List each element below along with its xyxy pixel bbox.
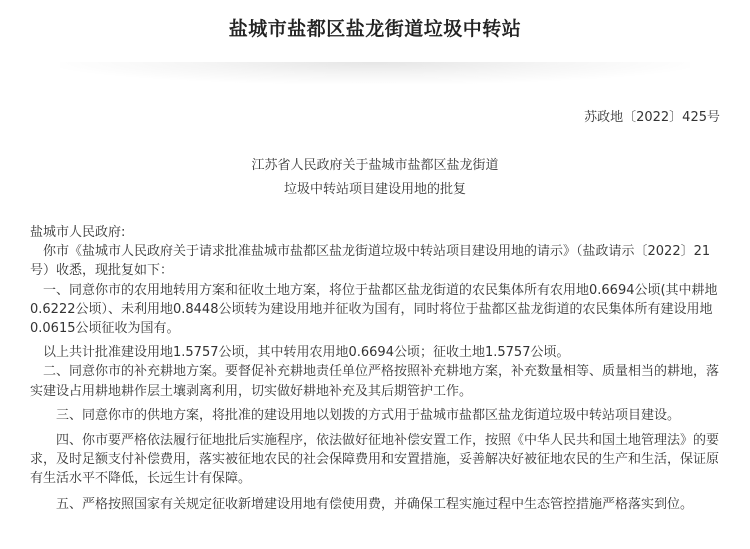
paragraph-3: 三、同意你市的供地方案，将批准的建设用地以划拨的方式用于盐城市盐都区盐龙街道垃圾中转站项目建设。 <box>56 407 681 423</box>
paragraph-5: 五、严格按照国家有关规定征收新增建设用地有偿使用费，并确保工程实施过程中生态管控措施严格落实到位。 <box>56 496 694 512</box>
paragraph-intro: 你市《盐城市人民政府关于请求批准盐城市盐都区盐龙街道垃圾中转站项目建设用地的请示》（盐政请示〔2022〕21号）收悉，现批复如下： <box>30 244 711 279</box>
page-title: 盐城市盐都区盐龙街道垃圾中转站 <box>228 18 522 40</box>
title-divider-shadow <box>60 62 690 84</box>
document-subtitle-line2: 垃圾中转站项目建设用地的批复 <box>283 182 466 197</box>
document-subtitle-line1: 江苏省人民政府关于盐城市盐都区盐龙街道 <box>251 158 499 173</box>
document-body <box>30 223 722 514</box>
addressee: 盐城市人民政府: <box>30 225 126 240</box>
paragraph-2: 二、同意你市的补充耕地方案。要督促补充耕地责任单位严格按照补充耕地方案，补充数量相等、质量相当的耕地，落实建设占用耕地耕作层土壤剥离利用，切实做好耕地补充及其后期管护工作。 <box>30 364 720 399</box>
paragraph-1: 一、同意你市的农用地转用方案和征收土地方案，将位于盐都区盐龙街道的农民集体所有农用地0.6694公顷(其中耕地0.6222公顷）、未利用地0.8448公顷转为建设用地并征收为国有，同时将位于盐都区盐龙街道的农民集体所有建设用地0.0615公顷征收为国有。 <box>30 282 718 337</box>
document-number: 苏政地〔2022〕425号 <box>584 110 720 125</box>
paragraph-summary: 以上共计批准建设用地1.5757公顷，其中转用农用地0.6694公顷；征收土地1.5757公顷。 <box>43 345 570 361</box>
paragraph-4: 四、你市要严格依法履行征地批后实施程序，依法做好征地补偿安置工作，按照《中华人民共和国土地管理法》的要求，及时足额支付补偿费用，落实被征地农民的社会保障费用和安置措施，妥善解决好被征地农民的生产和生活，保证原有生活水平不降低，长远生计有保障。 <box>30 433 720 487</box>
